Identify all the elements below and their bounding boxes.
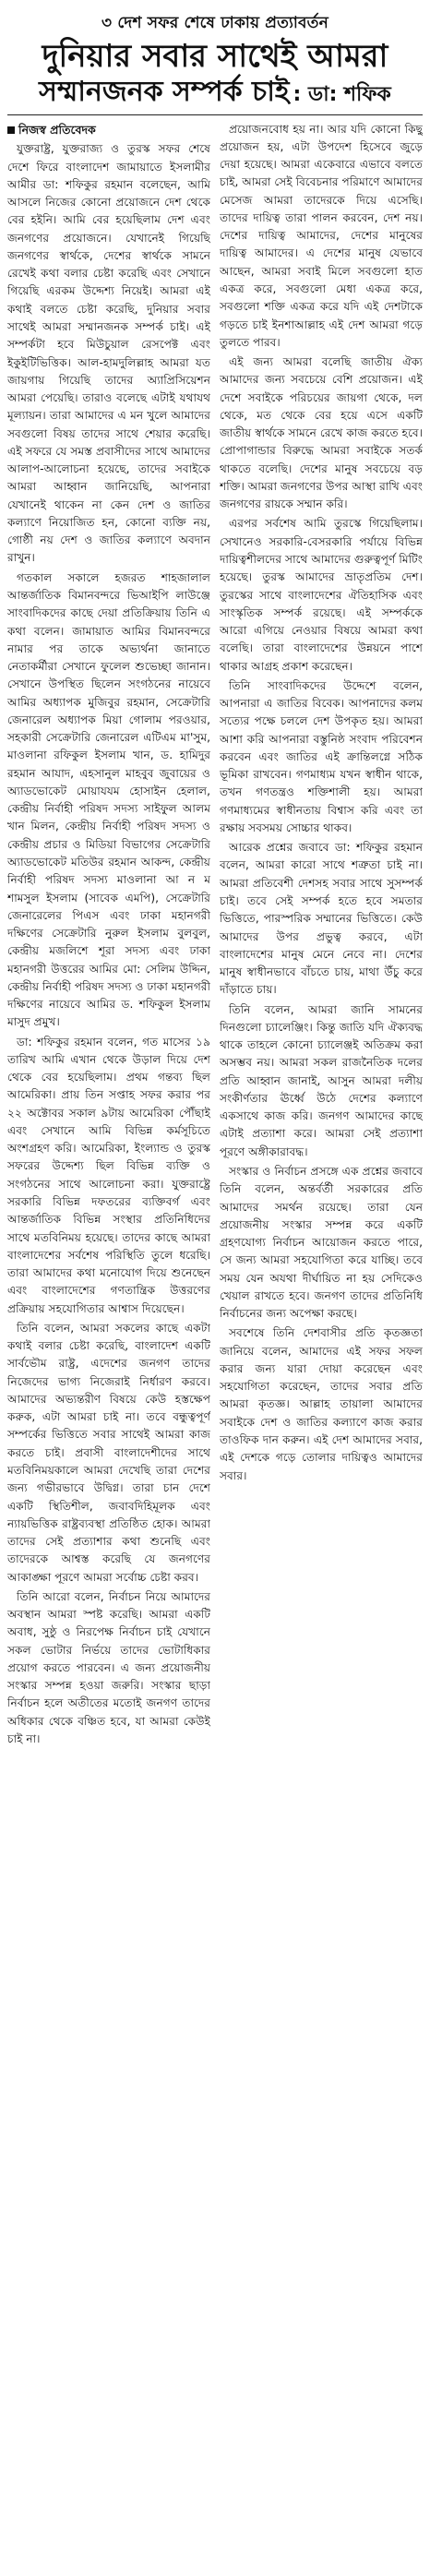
article-paragraph: তিনি বলেন, আমরা জানি সামনের দিনগুলো চ্যালেঞ্জিং। কিন্তু জাতি যদি ঐক্যবদ্ধ থাকে তাহলে কোনো চ্যালেঞ্জই অতিক্রম করা অসম্ভব নয়। আমরা সকল রাজনৈতিক দলের প্রতি আহ্বান জানাই, আসুন আমরা দলীয় সংকীর্ণতার ঊর্ধ্বে উঠে দেশের কল্যাণে একসাথে কাজ করি। জনগণ আমাদের কাছে এটাই প্রত্যাশা করে। আমরা সেই প্রত্যাশা পূরণে অঙ্গীকারাবদ্ধ। bbox=[220, 1002, 423, 1158]
byline bbox=[7, 121, 210, 139]
left-column bbox=[7, 121, 210, 2558]
article-paragraph: তিনি বলেন, আমরা সকলের কাছে একটা কথাই বলার চেষ্টা করেছি, বাংলাদেশ একটি সার্বভৌম রাষ্ট্র, এদেশের জনগণ তাদের নিজেদের ভাগ্য নিজেরাই নির্ধারণ করবে। আমাদের অভ্যন্তরীণ বিষয়ে কেউ হস্তক্ষেপ করুক, এটা আমরা চাই না। তবে বন্ধুত্বপূর্ণ সম্পর্কের ভিত্তিতে সবার সাথেই আমরা কাজ করতে চাই। প্রবাসী বাংলাদেশীদের সাথে মতবিনিময়কালে আমরা দেখেছি তারা দেশের জন্য গভীরভাবে উদ্বিগ্ন। তারা চান দেশে একটি স্থিতিশীল, জবাবদিহিমূলক এবং ন্যায়ভিত্তিক রাষ্ট্রব্যবস্থা প্রতিষ্ঠিত হোক। আমরা তাদের সেই প্রত্যাশার কথা শুনেছি এবং তাদেরকে আশ্বস্ত করেছি যে জনগণের আকাঙ্ক্ষা পূরণে আমরা সর্বোচ্চ চেষ্টা করব। bbox=[7, 1321, 210, 1584]
article-body bbox=[7, 121, 423, 2558]
headline-line-2 bbox=[7, 77, 423, 109]
headline-divider bbox=[7, 114, 423, 115]
headline-line-2-text: সম্মানজনক সম্পর্ক চাই bbox=[39, 76, 290, 109]
article-paragraph: সংস্কার ও নির্বাচন প্রসঙ্গে এক প্রশ্নের জবাবে তিনি বলেন, অন্তর্বর্তী সরকারের প্রতি আমাদের সমর্থন রয়েছে। তারা যেন প্রয়োজনীয় সংস্কার সম্পন্ন করে একটি গ্রহণযোগ্য নির্বাচন আয়োজন করতে পারে, সে জন্য আমরা সহযোগিতা করে যাচ্ছি। তবে সময় যেন অযথা দীর্ঘায়িত না হয় সেদিকেও খেয়াল রাখতে হবে। জনগণ তাদের প্রতিনিধি নির্বাচনের জন্য অপেক্ষা করছে। bbox=[220, 1165, 423, 1321]
article-paragraph: তিনি আরো বলেন, নির্বাচন নিয়ে আমাদের অবস্থান আমরা স্পষ্ট করেছি। আমরা একটি অবাধ, সুষ্ঠু ও নিরপেক্ষ নির্বাচন চাই যেখানে সকল ভোটার নির্ভয়ে তাদের ভোটাধিকার প্রয়োগ করতে পারবেন। এ জন্য প্রয়োজনীয় সংস্কার সম্পন্ন হওয়া জরুরি। সংস্কার ছাড়া নির্বাচন হলে অতীতের মতোই জনগণ তাদের অধিকার থেকে বঞ্চিত হবে, যা আমরা কেউই চাই না। bbox=[7, 1589, 210, 1745]
headline-line-1: দুনিয়ার সবার সাথেই আমরা bbox=[42, 38, 388, 75]
article-paragraph: প্রয়োজনবোধ হয় না। আর যদি কোনো কিছু প্রয়োজন হয়, এটা উপদেশ হিসেবে জুড়ে দেয়া হয়েছে। আমরা একেবারে এভাবে বলতে চাই, আমরা সেই বিবেচনার পরিমাণে আমাদের মেসেজ আমরা তাদেরকে দিয়ে এসেছি। তাদের দায়িত্ব তারা পালন করবেন, দেশ নয়। দেশের দায়িত্ব আমাদের, দেশের মানুষের দায়িত্ব আমাদের। এ দেশের মানুষ যেভাবে আছেন, আমরা সবাই মিলে সবগুলো হাত একত্র করে, সবগুলো মেধা একত্র করে, সবগুলো শক্তি একত্র করে যদি এই দেশটাকে গড়তে চাই ইনশাআল্লাহ এই দেশ আমরা গড়ে তুলতে পারব। bbox=[220, 122, 423, 349]
article-paragraph: ডা: শফিকুর রহমান বলেন, গত মাসের ১৯ তারিখ আমি এখান থেকে উড়াল দিয়ে দেশ থেকে বের হয়েছিলাম। প্রথম গন্তব্য ছিল আমেরিকা। প্রায় তিন সপ্তাহ সফর করার পর ২২ অক্টোবর সকাল ৯টায় আমেরিকা পৌঁছাই এবং সেখানে আমি বিভিন্ন কর্মসূচিতে অংশগ্রহণ করি। আমেরিকা, ইংল্যান্ড ও তুরস্ক সফরের উদ্দেশ্য ছিল বিভিন্ন ব্যক্তি ও সংগঠনের সাথে আলোচনা করা। যুক্তরাষ্ট্রে সরকারি বিভিন্ন দফতরের ব্যক্তিবর্গ এবং আন্তর্জাতিক বিভিন্ন সংস্থার প্রতিনিধিদের সাথে মতবিনিময় হয়েছে। তাদের কাছে আমরা বাংলাদেশের সর্বশেষ পরিস্থিতি তুলে ধরেছি। তারা আমাদের কথা মনোযোগ দিয়ে শুনেছেন এবং বাংলাদেশের গণতান্ত্রিক উত্তরণের প্রক্রিয়ায় সহযোগিতার আশ্বাস দিয়েছেন। bbox=[7, 1035, 210, 1315]
byline-square-icon bbox=[7, 126, 15, 134]
article-paragraph: যুক্তরাষ্ট্র, যুক্তরাজ্য ও তুরস্ক সফর শেষে দেশে ফিরে বাংলাদেশ জামায়াতে ইসলামীর আমীর ডা: শফিকুর রহমান বলেছেন, আমি আসলে নিজের কোনো প্রয়োজনে দেশ থেকে বের হইনি। আমি বের হয়েছিলাম দেশ এবং জনগণের প্রয়োজনে। যেখানেই গিয়েছি জনগণের স্বার্থকে, দেশের স্বার্থকে সামনে রেখেই কথা বলার চেষ্টা করেছি এবং সেখানে গিয়েছি এরকম উদ্দেশ্য নিয়েই। আমরা এই কথাই বলতে চেষ্টা করেছি, দুনিয়ার সবার সাথেই আমরা সম্মানজনক সম্পর্ক চাই। এই সম্পর্কটা হবে মিউচুয়াল রেসপেক্ট এবং ইকুইটিভিত্তিক। আল-হামদুলিল্লাহ আমরা যত জায়গায় গিয়েছি তাদের অ্যাপ্রিসিয়েশন আমরা পেয়েছি। তারাও বলেছে এটাই যথাযথ মূল্যায়ন। তারা আমাদের এ মন খুলে আমাদের সবগুলো বিষয় তাদের সাথে শেয়ার করেছি। এই সফরে যে সমস্ত প্রবাসীদের সাথে আমাদের আলাপ-আলোচনা হয়েছে, তাদের সবাইকে আমরা আহ্বান জানিয়েছি, আপনারা যেখানেই থাকেন না কেন দেশ ও জাতির কল্যাণে নিয়োজিত হন, কোনো ব্যক্তি নয়, গোষ্ঠী নয় দেশ ও জাতির কল্যাণে অবদান রাখুন। bbox=[7, 142, 210, 565]
article-paragraph: গতকাল সকালে হজরত শাহজালাল আন্তর্জাতিক বিমানবন্দরে ভিআইপি লাউঞ্জে সাংবাদিকদের কাছে দেয়া প্রতিক্রিয়ায় তিনি এ কথা বলেন। জামায়াত আমির বিমানবন্দরে নামার পর তাকে অভ্যর্থনা জানাতে নেতাকর্মীরা সেখানে ফুলেল শুভেচ্ছা জানান। সেখানে উপস্থিত ছিলেন সংগঠনের নায়েবে আমির অধ্যাপক মুজিবুর রহমান, সেক্রেটারি জেনারেল অধ্যাপক মিয়া গোলাম পরওয়ার, সহকারী সেক্রেটারি জেনারেল এটিএম মা'সুম, মাওলানা রফিকুল ইসলাম খান, ড. হামিদুর রহমান আযাদ, এহসানুল মাহবুব জুবায়ের ও অ্যাডভোকেট মোয়াযযম হোসাইন হেলাল, কেন্দ্রীয় নির্বাহী পরিষদ সদস্য সাইফুল আলম খান মিলন, কেন্দ্রীয় নির্বাহী পরিষদ সদস্য ও কেন্দ্রীয় প্রচার ও মিডিয়া বিভাগের সেক্রেটারি অ্যাডভোকেট মতিউর রহমান আকন্দ, কেন্দ্রীয় নির্বাহী পরিষদ সদস্য মাওলানা আ ন ম শামসুল ইসলাম (সাবেক এমপি), সেক্রেটারি জেনারেলের পিএস এবং ঢাকা মহানগরী দক্ষিণের সেক্রেটারি নুরুল ইসলাম বুলবুল, কেন্দ্রীয় মজলিশে শূরা সদস্য এবং ঢাকা মহানগরী উত্তরের আমির মো: সেলিম উদ্দিন, কেন্দ্রীয় নির্বাহী পরিষদ সদস্য ও ঢাকা মহানগরী দক্ষিণের নায়েবে আমির ড. শফিকুল ইসলাম মাসুদ প্রমুখ। bbox=[7, 570, 210, 1029]
article-paragraph: সবশেষে তিনি দেশবাসীর প্রতি কৃতজ্ঞতা জানিয়ে বলেন, আমাদের এই সফর সফল করার জন্য যারা দোয়া করেছেন এবং সহযোগিতা করেছেন, তাদের সবার প্রতি আমরা কৃতজ্ঞ। আল্লাহ তায়ালা আমাদের সবাইকে দেশ ও জাতির কল্যাণে কাজ করার তাওফিক দান করুন। এই দেশ আমাদের সবার, এই দেশকে গড়ে তোলার দায়িত্বও আমাদের সবার। bbox=[220, 1326, 423, 1482]
article-kicker: ৩ দেশ সফর শেষে ঢাকায় প্রত্যাবর্তন bbox=[102, 14, 328, 32]
byline-text: নিজস্ব প্রতিবেদক bbox=[18, 122, 96, 137]
article-paragraph: আরেক প্রশ্নের জবাবে ডা: শফিকুর রহমান বলেন, আমরা কারো সাথে শত্রুতা চাই না। আমরা প্রতিবেশী দেশসহ সবার সাথে সুসম্পর্ক চাই। তবে সেই সম্পর্ক হতে হবে সমতার ভিত্তিতে, পারস্পরিক সম্মানের ভিত্তিতে। কেউ আমাদের উপর প্রভুত্ব করবে, এটা বাংলাদেশের মানুষ মেনে নেবে না। দেশের মানুষ স্বাধীনভাবে বাঁচতে চায়, মাথা উঁচু করে দাঁড়াতে চায়। bbox=[220, 841, 423, 997]
article-paragraph: এরপর সর্বশেষ আমি তুরস্কে গিয়েছিলাম। সেখানেও সরকারি-বেসরকারি পর্যায়ে বিভিন্ন দায়িত্বশীলদের সাথে আমাদের গুরুত্বপূর্ণ মিটিং হয়েছে। তুরস্ক আমাদের ভ্রাতৃপ্রতিম দেশ। তুরস্কের সাথে বাংলাদেশের ঐতিহাসিক এবং সাংস্কৃতিক সম্পর্ক রয়েছে। এই সম্পর্ককে আরো এগিয়ে নেওয়ার বিষয়ে আমরা কথা বলেছি। তারা বাংলাদেশের উন্নয়নে পাশে থাকার আগ্রহ প্রকাশ করেছেন। bbox=[220, 517, 423, 673]
article-paragraph: এই জন্য আমরা বলেছি জাতীয় ঐক্য আমাদের জন্য সবচেয়ে বেশি প্রয়োজন। এই দেশে সবাইকে পরিচয়ের জায়গা থেকে, দল থেকে, মত থেকে বের হয়ে এসে একটি জাতীয় স্বার্থকে সামনে রেখে কাজ করতে হবে। প্রোপাগান্ডার বিরুদ্ধে আমরা সবাইকে সতর্ক থাকতে বলেছি। দেশের মানুষ সবচেয়ে বড় শক্তি। আমরা জনগণের উপর আস্থা রাখি এবং জনগণের রায়কে সম্মান করি। bbox=[220, 355, 423, 511]
article-paragraph: তিনি সাংবাদিকদের উদ্দেশে বলেন, আপনারা এ জাতির বিবেক। আপনাদের কলম সত্যের পক্ষে চললে দেশ উপকৃত হয়। আমরা আশা করি আপনারা বস্তুনিষ্ঠ সংবাদ পরিবেশন করবেন এবং জাতির এই ক্রান্তিলগ্নে সঠিক ভূমিকা রাখবেন। গণমাধ্যম যখন স্বাধীন থাকে, তখন গণতন্ত্রও শক্তিশালী হয়। আমরা গণমাধ্যমের স্বাধীনতায় বিশ্বাস করি এবং তা রক্ষায় সবসময় সোচ্চার থাকব। bbox=[220, 678, 423, 834]
headline-attribution: : ডা: শফিক bbox=[293, 83, 391, 107]
right-column bbox=[220, 121, 423, 2558]
